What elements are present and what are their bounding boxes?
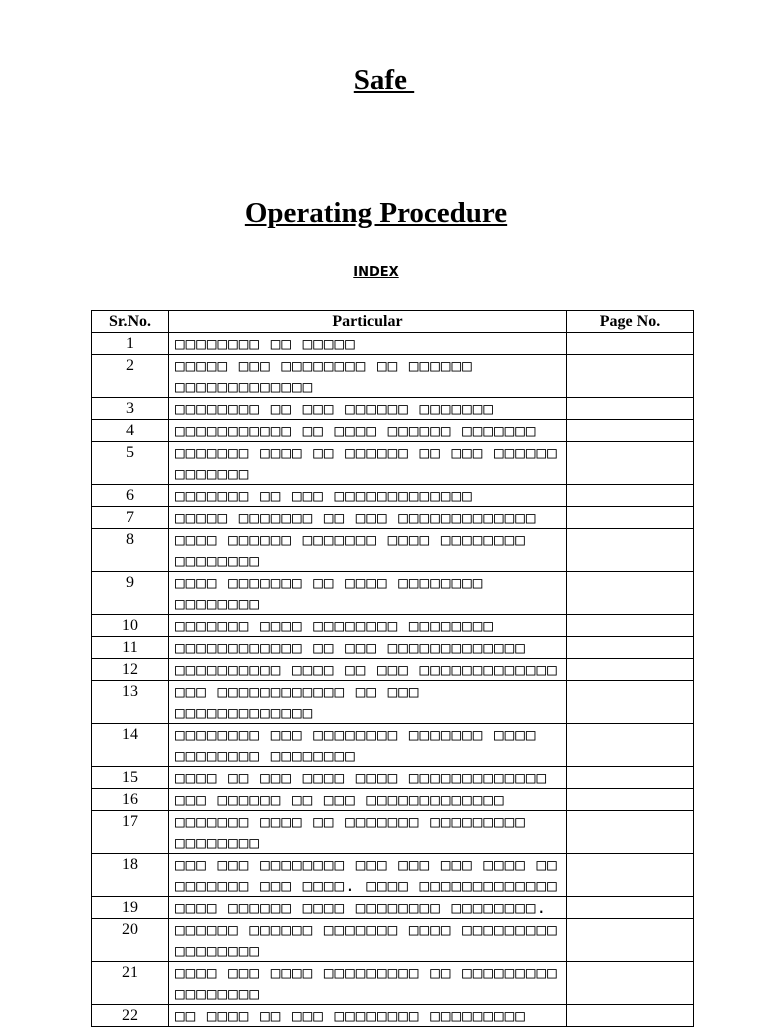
page-no-cell [567,789,694,811]
page-no-cell [567,572,694,615]
table-row [92,1005,694,1027]
particular-cell: □□□□ □□ □□□ □□□□ □□□□ □□□□□□□□□□□□□ [169,767,567,789]
table-row [92,811,694,854]
sr-no-cell: 4 [92,420,169,442]
page-no-cell [567,767,694,789]
sr-no-cell: 21 [92,962,169,1005]
table-row [92,962,694,1005]
sr-no-cell: 8 [92,529,169,572]
table-row [92,767,694,789]
table-row [92,854,694,897]
table-row [92,420,694,442]
sr-no-cell: 11 [92,637,169,659]
page-no-cell [567,615,694,637]
particular-cell: □□□ □□□□□□□□□□□□ □□ □□□ □□□□□□□□□□□□□ [169,681,567,724]
page-no-cell [567,681,694,724]
particular-cell: □□ □□□□ □□ □□□ □□□□□□□□ □□□□□□□□□ [169,1005,567,1027]
sr-no-cell: 14 [92,724,169,767]
table-row [92,333,694,355]
sr-no-cell: 18 [92,854,169,897]
sr-no-cell: 13 [92,681,169,724]
sr-no-cell: 3 [92,398,169,420]
page-no-cell [567,1005,694,1027]
page-no-cell [567,333,694,355]
header-sr-no: Sr.No. [92,311,169,333]
page-no-cell [567,811,694,854]
particular-cell: □□□□□ □□□ □□□□□□□□ □□ □□□□□□ □□□□□□□□□□□□□ [169,355,567,398]
particular-cell: □□□□ □□□□□□ □□□□□□□ □□□□ □□□□□□□□ □□□□□□□□ [169,529,567,572]
particular-cell: □□□□ □□□□□□□ □□ □□□□ □□□□□□□□ □□□□□□□□ [169,572,567,615]
page-no-cell [567,485,694,507]
table-row [92,615,694,637]
page-no-cell [567,398,694,420]
table-row [92,724,694,767]
particular-cell: □□□□ □□□ □□□□ □□□□□□□□□ □□ □□□□□□□□□ □□□□□□□□ [169,962,567,1005]
index-heading: INDEX [353,265,399,280]
page-no-cell [567,724,694,767]
page-no-cell [567,854,694,897]
sr-no-cell: 15 [92,767,169,789]
table-row [92,529,694,572]
sr-no-cell: 7 [92,507,169,529]
table-row [92,398,694,420]
particular-cell: □□□□□□□□□□ □□□□ □□ □□□ □□□□□□□□□□□□□ [169,659,567,681]
particular-cell: □□□□□□□□ □□ □□□□□ [169,333,567,355]
page-no-cell [567,529,694,572]
particular-cell: □□□□□□ □□□□□□ □□□□□□□ □□□□ □□□□□□□□□ □□□□□□□□ [169,919,567,962]
sr-no-cell: 12 [92,659,169,681]
sr-no-cell: 5 [92,442,169,485]
sr-no-cell: 22 [92,1005,169,1027]
table-row [92,442,694,485]
table-row [92,572,694,615]
table-row [92,919,694,962]
table-row [92,897,694,919]
sr-no-cell: 20 [92,919,169,962]
header-page-no: Page No. [567,311,694,333]
particular-cell: □□□ □□□□□□ □□ □□□ □□□□□□□□□□□□□ [169,789,567,811]
page-no-cell [567,962,694,1005]
table-row [92,637,694,659]
sr-no-cell: 16 [92,789,169,811]
sr-no-cell: 9 [92,572,169,615]
sr-no-cell: 1 [92,333,169,355]
table-row [92,485,694,507]
table-row [92,659,694,681]
table-row [92,789,694,811]
page-no-cell [567,507,694,529]
particular-cell: □□□□□□□ □□□□ □□ □□□□□□□ □□□□□□□□□ □□□□□□□□ [169,811,567,854]
sr-no-cell: 19 [92,897,169,919]
document-title-line2: Operating Procedure [244,197,508,229]
sr-no-cell: 10 [92,615,169,637]
particular-cell: □□□ □□□ □□□□□□□□ □□□ □□□ □□□ □□□□ □□ □□□□□□□ □□□ □□□□. □□□□ □□□□□□□□□□□□□ [169,854,567,897]
sr-no-cell: 2 [92,355,169,398]
document-title-line1: Safe [353,64,415,96]
table-row [92,355,694,398]
page-no-cell [567,637,694,659]
particular-cell: □□□□□□□ □□ □□□ □□□□□□□□□□□□□ [169,485,567,507]
page-no-cell [567,442,694,485]
table-row [92,681,694,724]
page-no-cell [567,659,694,681]
particular-cell: □□□□□□□□□□□□ □□ □□□ □□□□□□□□□□□□□ [169,637,567,659]
sr-no-cell: 6 [92,485,169,507]
page-no-cell [567,897,694,919]
sr-no-cell: 17 [92,811,169,854]
index-table-header-row [92,311,694,333]
index-table [91,310,694,1027]
particular-cell: □□□□□□□ □□□□ □□□□□□□□ □□□□□□□□ [169,615,567,637]
particular-cell: □□□□□□□□□□□ □□ □□□□ □□□□□□ □□□□□□□ [169,420,567,442]
particular-cell: □□□□□□□□ □□ □□□ □□□□□□ □□□□□□□ [169,398,567,420]
header-particular: Particular [169,311,567,333]
page-no-cell [567,420,694,442]
page-no-cell [567,919,694,962]
particular-cell: □□□□□□□□ □□□ □□□□□□□□ □□□□□□□ □□□□ □□□□□□□□ □□□□□□□□ [169,724,567,767]
page-no-cell [567,355,694,398]
particular-cell: □□□□□ □□□□□□□ □□ □□□ □□□□□□□□□□□□□ [169,507,567,529]
particular-cell: □□□□□□□ □□□□ □□ □□□□□□ □□ □□□ □□□□□□ □□□□□□□ [169,442,567,485]
table-row [92,507,694,529]
particular-cell: □□□□ □□□□□□ □□□□ □□□□□□□□ □□□□□□□□. [169,897,567,919]
